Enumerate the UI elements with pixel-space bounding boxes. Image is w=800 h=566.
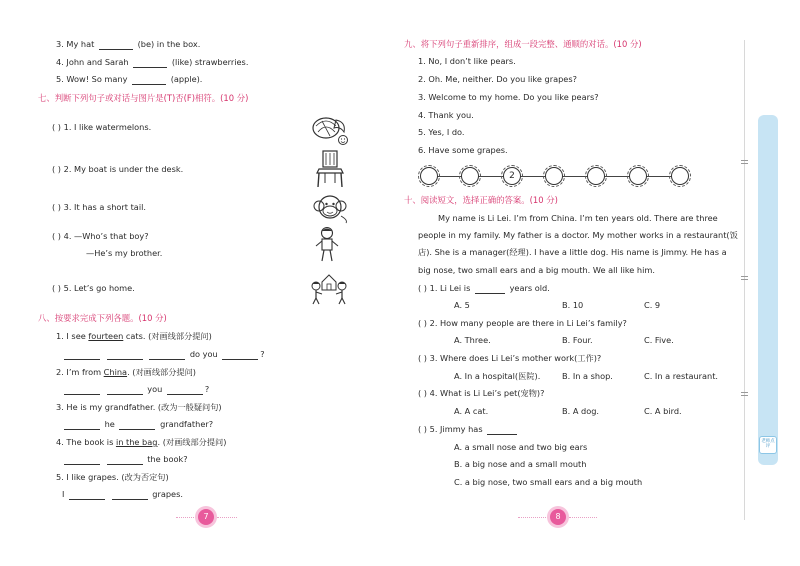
s10-q3-opt-c: C. In a restaurant. [644, 371, 719, 381]
s7-item-1 [52, 121, 151, 133]
s8-q2-answer [62, 383, 209, 395]
s10-q3-opt-a: A. In a hospital(医院). [454, 371, 541, 381]
q-text: cats. (对画线部分提问) [123, 331, 212, 341]
s10-q1-opt-b: B. 10 [562, 300, 584, 310]
s8-q3: 3. He is my grandfather. (改为一般疑问句) [56, 402, 222, 412]
answer-paren[interactable]: ( ) [52, 122, 61, 132]
s8-q3-answer [62, 418, 213, 430]
q-text: 4. The book is [56, 437, 116, 447]
answer-paren[interactable]: ( ) [418, 318, 427, 328]
s10-q4-opt-c: C. A bird. [644, 406, 682, 416]
exercise-text: 3. My hat [56, 39, 95, 49]
passage-line-2: people in my family. My father is a doctor. My mother works in a restaurant(饭 [418, 230, 738, 240]
section10-heading: 十、阅读短文，选择正确的答案。(10 分) [404, 195, 558, 205]
answer-blank[interactable] [69, 490, 105, 500]
s10-q5-opt-c: C. a big nose, two small ears and a big mouth [454, 477, 643, 487]
answer-blank[interactable] [107, 385, 143, 395]
page-number: 7 [198, 509, 214, 525]
page-footer-right [518, 506, 598, 528]
exercise-5 [56, 73, 202, 85]
s8-q5: 5. I like grapes. (改为否定句) [56, 472, 169, 482]
item-text: 5. Let’s go home. [63, 283, 135, 293]
answer-text: you [147, 384, 163, 394]
s8-q4 [56, 436, 226, 448]
order-circle-3[interactable]: 2 [503, 167, 521, 185]
exercise-text: 4. John and Sarah [56, 57, 129, 67]
answer-blank[interactable] [112, 490, 148, 500]
s10-q4-opt-b: B. A dog. [562, 406, 600, 416]
s9-sentence-2: 2. Oh. Me, neither. Do you like grapes? [418, 74, 577, 84]
s8-q1-answer [62, 348, 265, 360]
s10-q3 [418, 352, 601, 364]
answer-blank[interactable] [133, 58, 167, 68]
q-text: 2. How many people are there in Li Lei’s family? [429, 318, 627, 328]
margin-rule [744, 40, 745, 520]
answer-paren[interactable]: ( ) [52, 164, 61, 174]
q-text: 3. Where does Li Lei’s mother work(工作)? [429, 353, 602, 363]
q-text: years old. [509, 283, 550, 293]
s9-sentence-4: 4. Thank you. [418, 110, 474, 120]
binding-mark [741, 276, 748, 280]
s10-q3-opt-b: B. In a shop. [562, 371, 613, 381]
item-text: 1. I like watermelons. [63, 122, 152, 132]
passage-line-3: 店). She is a manager(经理). I have a little dog. His name is Jimmy. He has a [418, 247, 727, 257]
answer-blank[interactable] [107, 455, 143, 465]
answer-paren[interactable]: ( ) [418, 424, 427, 434]
q-text: 1. I see [56, 331, 89, 341]
underlined-text: in the bag [115, 437, 158, 447]
page-footer-left [176, 506, 236, 528]
watermelon-picture [310, 108, 352, 150]
answer-paren[interactable]: ( ) [418, 283, 427, 293]
order-circle-6[interactable] [629, 167, 647, 185]
item-text: 2. My boat is under the desk. [63, 164, 184, 174]
s7-item-3 [52, 201, 146, 213]
order-circle-5[interactable] [587, 167, 605, 185]
s10-q2-opt-c: C. Five. [644, 335, 674, 345]
order-circle-7[interactable] [671, 167, 689, 185]
kids-home-picture [308, 272, 350, 306]
answer-text: grapes. [152, 489, 183, 499]
teacher-comment-badge: 老师点评 [759, 436, 777, 454]
s10-q2-opt-a: A. Three. [454, 335, 491, 345]
exercise-text: (be) in the box. [137, 39, 201, 49]
answer-text: ? [204, 384, 210, 394]
side-strip [758, 115, 778, 465]
s10-q2-opt-b: B. Four. [562, 335, 593, 345]
s10-q1-opt-c: C. 9 [644, 300, 661, 310]
answer-text: ? [260, 349, 265, 359]
q-text: . (对画线部分提问) [127, 367, 196, 377]
s8-q2 [56, 366, 196, 378]
decor-vine [518, 517, 548, 519]
s10-q4-opt-a: A. A cat. [454, 406, 489, 416]
answer-text: I [62, 489, 65, 499]
answer-blank[interactable] [487, 425, 517, 435]
passage-line-1: My name is Li Lei. I’m from China. I’m ten years old. There are three [438, 213, 718, 223]
binding-mark [741, 392, 748, 396]
order-circle-4[interactable] [545, 167, 563, 185]
s10-q5 [418, 423, 519, 435]
exercise-text: 5. Wow! So many [56, 74, 128, 84]
right-page [400, 0, 800, 566]
s7-item-4-reply: —He’s my brother. [86, 248, 163, 258]
exercise-4 [56, 56, 248, 68]
s7-item-2 [52, 163, 183, 175]
order-circle-1[interactable] [420, 167, 438, 185]
section9-heading: 九、将下列句子重新排序，组成一段完整、通顺的对话。(10 分) [404, 39, 642, 49]
answer-blank[interactable] [222, 350, 258, 360]
exercise-text: (like) strawberries. [171, 57, 249, 67]
item-text: 4. —Who’s that boy? [63, 231, 149, 241]
exercise-3 [56, 38, 200, 50]
q-text: . (对画线部分提问) [157, 437, 227, 447]
s10-q2 [418, 317, 627, 329]
s9-sentence-1: 1. No, I don’t like pears. [418, 56, 516, 66]
q-text: 5. Jimmy has [429, 424, 483, 434]
answer-text: he [104, 419, 115, 429]
q-text: 4. What is Li Lei’s pet(宠物)? [429, 388, 545, 398]
underlined-text: fourteen [88, 331, 124, 341]
page-number: 8 [550, 509, 566, 525]
s7-item-5 [52, 282, 135, 294]
boy-picture [312, 226, 342, 264]
s10-q5-opt-b: B. a big nose and a small mouth [454, 459, 587, 469]
q-text: 1. Li Lei is [429, 283, 471, 293]
answer-paren[interactable]: ( ) [418, 388, 427, 398]
answer-text: the book? [147, 454, 188, 464]
answer-blank[interactable] [64, 420, 100, 430]
q-text: 2. I’m from [56, 367, 104, 377]
s9-sentence-3: 3. Welcome to my home. Do you like pears? [418, 92, 599, 102]
answer-blank[interactable] [107, 350, 143, 360]
monkey-picture [310, 192, 350, 224]
binding-mark [741, 160, 748, 164]
s7-item-4 [52, 230, 149, 242]
answer-text: do you [189, 349, 218, 359]
section8-heading: 八、按要求完成下列各题。(10 分) [38, 313, 167, 323]
decor-vine [217, 517, 237, 519]
answer-text: grandfather? [160, 419, 214, 429]
answer-paren[interactable]: ( ) [52, 231, 61, 241]
underlined-text: China [103, 367, 128, 377]
s10-q1-opt-a: A. 5 [454, 300, 470, 310]
item-text: 3. It has a short tail. [63, 202, 146, 212]
answer-blank[interactable] [475, 284, 505, 294]
s8-q1 [56, 330, 212, 342]
order-circle-2[interactable] [461, 167, 479, 185]
s10-q4 [418, 387, 544, 399]
s9-sentence-5: 5. Yes, I do. [418, 127, 465, 137]
answer-blank[interactable] [132, 75, 166, 85]
s10-q5-opt-a: A. a small nose and two big ears [454, 442, 588, 452]
answer-paren[interactable]: ( ) [52, 283, 61, 293]
answer-blank[interactable] [64, 455, 100, 465]
section7-heading: 七、判断下列句子或对话与图片是(T)否(F)相符。(10 分) [38, 93, 249, 103]
answer-blank[interactable] [167, 385, 203, 395]
chair-picture [314, 149, 346, 189]
answer-blank[interactable] [149, 350, 185, 360]
s9-sentence-6: 6. Have some grapes. [418, 145, 508, 155]
answer-paren[interactable]: ( ) [52, 202, 61, 212]
answer-blank[interactable] [64, 350, 100, 360]
answer-paren[interactable]: ( ) [418, 353, 427, 363]
exercise-text: (apple). [170, 74, 203, 84]
answer-blank[interactable] [64, 385, 100, 395]
s8-q5-answer [62, 488, 183, 500]
decor-vine [569, 517, 597, 519]
answer-blank[interactable] [99, 40, 133, 50]
s8-q4-answer [62, 453, 188, 465]
s10-q1 [418, 282, 550, 294]
answer-blank[interactable] [119, 420, 155, 430]
passage-line-4: big nose, two small ears and a big mouth. We all like him. [418, 265, 655, 275]
